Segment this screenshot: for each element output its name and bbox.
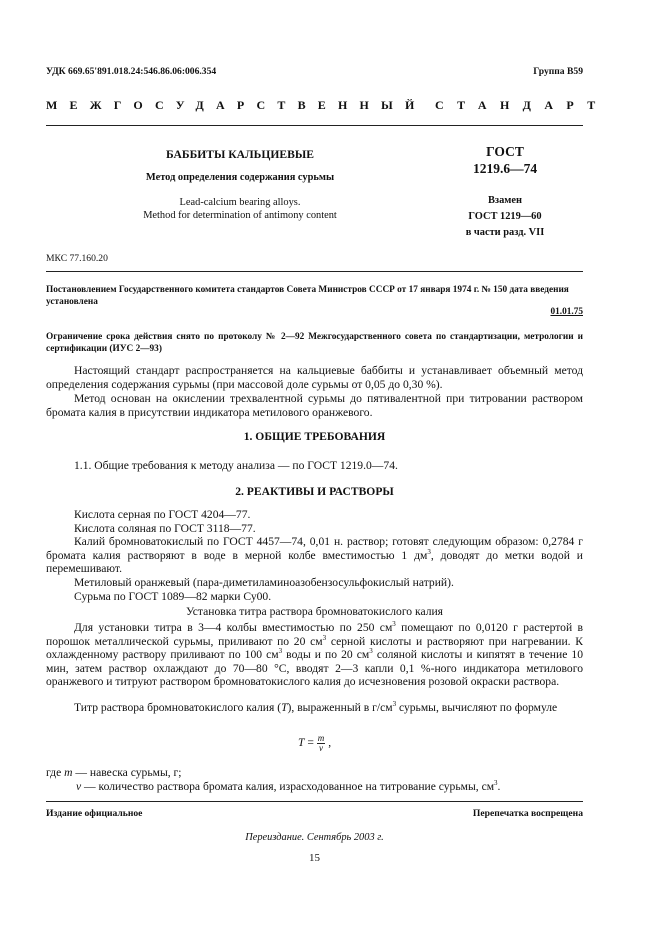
replaces-label: Взамен [488, 195, 522, 206]
intro-paragraph-1: Настоящий стандарт распространяется на кальциевые баббиты и устанавливает объемный метод определения содержания сурьмы (при массовой доле сурьмы от 0,05 до 0,30 %). [46, 364, 583, 391]
formula-intro: Титр раствора бромноватокислого калия (Т), выраженный в $г/см^3$ сурьмы, вычисляют по формуле [74, 700, 558, 714]
title-ru: БАББИТЫ КАЛЬЦИЕВЫЕ [166, 148, 314, 161]
page-number: 15 [309, 852, 320, 864]
footer-rule [46, 801, 583, 802]
titre-subheading: Установка титра раствора бромноватокислого калия [185, 605, 444, 618]
mks-code: МКС 77.160.20 [46, 253, 108, 264]
subtitle-ru: Метод определения содержания сурьмы [145, 172, 335, 183]
formula-lhs: T [298, 736, 305, 750]
standard-banner [46, 98, 609, 114]
where-m: где m — навеска сурьмы, г; [46, 766, 182, 779]
intro-paragraph-2: Метод основан на окислении трехвалентной сурьмы до пятивалентной при титровании раствором бромата калия в присутствии индикатора метилового оранжевого. [46, 392, 583, 419]
banner-word-interstate: МЕЖГОСУДАРСТВЕННЫЙ [46, 98, 427, 112]
gost-number: 1219.6—74 [472, 161, 538, 176]
reissue-note: Переиздание. Сентябрь 2003 г. [245, 832, 384, 843]
mks-rule [46, 271, 583, 272]
where-v: v — количество раствора бромата калия, израсходованное на титрование сурьмы, $см^3$. [76, 779, 501, 793]
section-2-heading: 2. РЕАКТИВЫ И РАСТВОРЫ [235, 485, 394, 498]
reprint-notice: Перепечатка воспрещена [472, 808, 583, 819]
replaces-part: в части разд. VII [465, 227, 545, 238]
reagent-sulfuric-acid: Кислота серная по ГОСТ 4204—77. [74, 508, 251, 521]
formula-denominator: v [319, 743, 324, 753]
reagent-hydrochloric-acid: Кислота соляная по ГОСТ 3118—77. [74, 522, 256, 535]
titre-procedure: Для установки титра в 3—4 колбы вместимостью по 250 $см^3$ помещают по 0,0120 г растертой в порошок металлической сурьмы, приливают по 20 $см^3$ серной кислоты и растворяют при нагревании. К охлажденному раствору приливают по 100 $см^3$ воды и по 20 $см^3$ соляной кислоты и кипятят в течение 10 мин, затем раствор охлаждают до 70—80 °С, вводят 2—3 капли 0,1 %-ного индикатора метилового оранжевого и титруют раствором бромноватокислого калия до исчезновения розовой окраски раствора. [46, 620, 584, 689]
section-1-heading: 1. ОБЩИЕ ТРЕБОВАНИЯ [243, 430, 386, 443]
section-1-text: 1.1. Общие требования к методу анализа — по ГОСТ 1219.0—74. [74, 459, 398, 472]
limitation-text: Ограничение срока действия снято по протоколу № 2—92 Межгосударственного совета по стандартизации, метрологии и сертификации (ИУС 2—93) [46, 332, 583, 354]
subtitle-en: Method for determination of antimony content [143, 210, 337, 221]
title-en: Lead-calcium bearing alloys. [179, 197, 301, 208]
reagent-potassium-bromate: Калий бромноватокислый по ГОСТ 4457—74, 0,01 н. раствор; готовят следующим образом: 0,2784 г бромата калия растворяют в воде в мерной колбе вместимостью 1 $дм^3$, доводят до метки водой и перемешивают. [46, 535, 583, 576]
resolution-text: Постановлением Государственного комитета стандартов Совета Министров СССР от 17 января 1974 г. № 150 дата введения установлена [46, 285, 569, 307]
header-rule [46, 125, 583, 126]
effective-date: 01.01.75 [550, 307, 583, 317]
formula-numerator: m [317, 733, 325, 743]
official-edition: Издание официальное [46, 808, 143, 819]
group-code: Группа В59 [533, 66, 583, 77]
banner-word-standard: СТАНДАРТ [435, 98, 609, 112]
udc-code: УДК 669.65'891.018.24:546.86.06:006.354 [46, 66, 217, 77]
reagent-antimony: Сурьма по ГОСТ 1089—82 марки Су00. [74, 590, 272, 603]
titre-formula: T = $\frac{m}{v}$ , [298, 733, 332, 753]
reagent-methyl-orange: Метиловый оранжевый (пара-диметиламиноазобензосульфокислый натрий). [74, 576, 454, 589]
gost-label: ГОСТ [486, 144, 524, 159]
replaces-gost: ГОСТ 1219—60 [468, 211, 542, 222]
